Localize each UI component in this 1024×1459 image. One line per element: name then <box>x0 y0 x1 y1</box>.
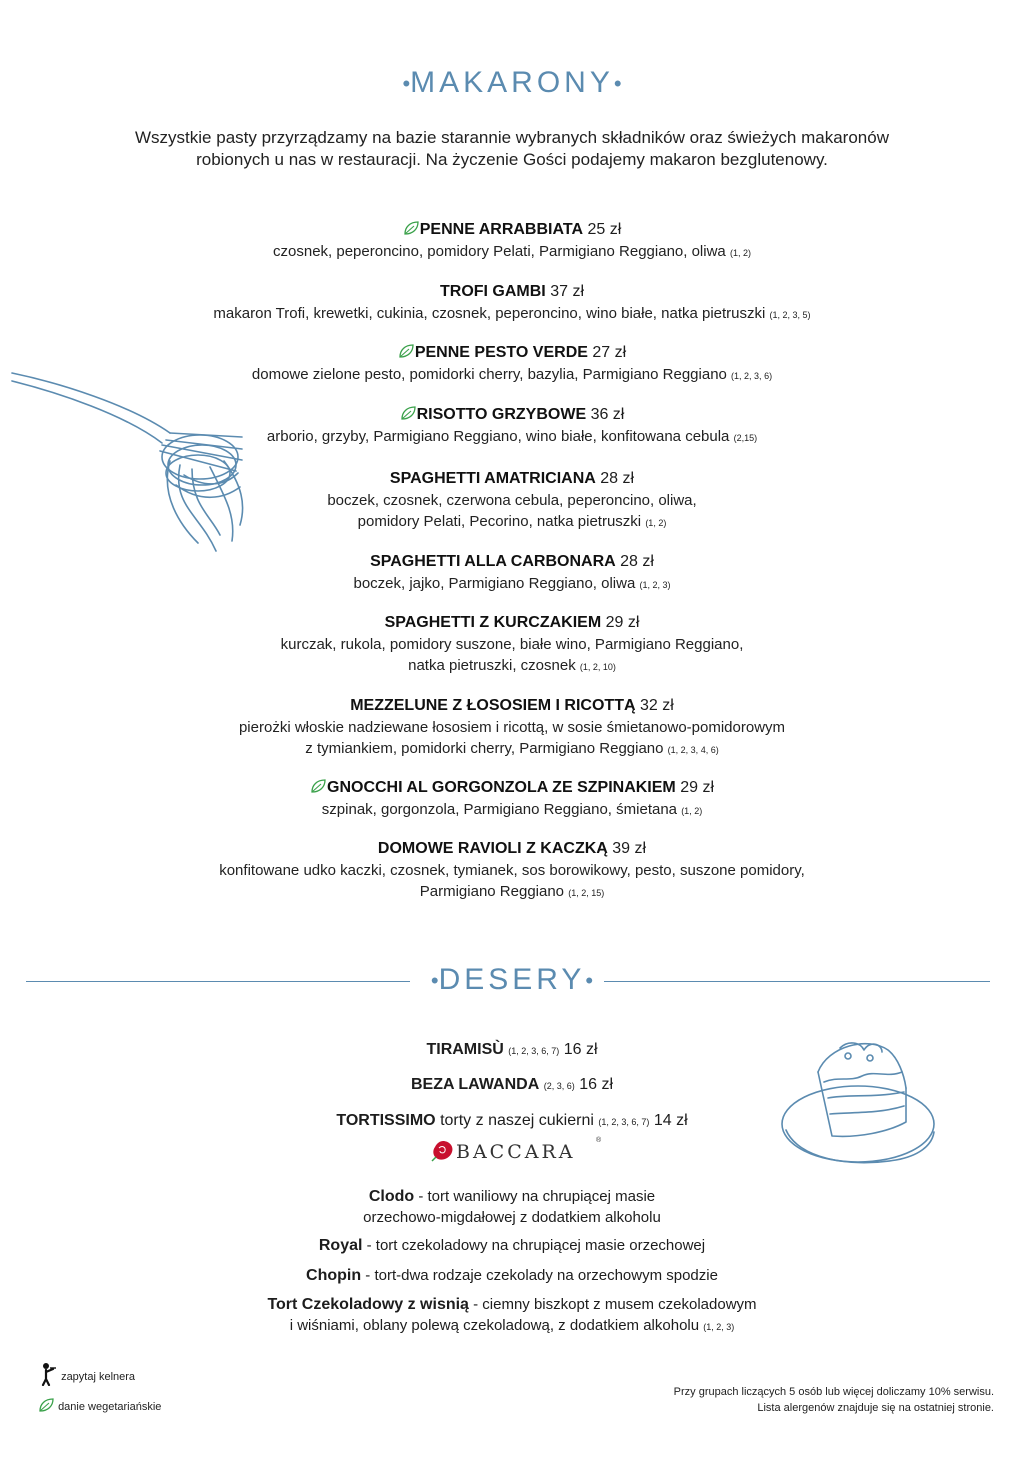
waiter-icon <box>38 1362 58 1386</box>
legend-waiter: zapytaj kelnera <box>38 1362 135 1386</box>
legend-vegetarian: danie wegetariańskie <box>38 1397 161 1413</box>
menu-item: SPAGHETTI Z KURCZAKIEM 29 zł kurczak, rukola, pomidory suszone, białe wino, Parmigiano Reggiano, natka pietruszki, czosnek (1, 2, 10) <box>280 614 744 674</box>
cake-item: Tort Czekoladowy z wisnią - ciemny biszkopt z musem czekoladowym i wiśniami, oblany polewą czekoladową, z dodatkiem alkoholu (1, 2, 3) <box>267 1296 757 1334</box>
menu-item: DOMOWE RAVIOLI Z KACZKĄ 39 zł konfitowane udko kaczki, czosnek, tymianek, sos borowikowy, pesto, suszone pomidory, Parmigiano Reggiano (1, 2, 15) <box>219 840 805 900</box>
vegetarian-leaf-icon <box>400 406 416 420</box>
menu-item: RISOTTO GRZYBOWE 36 zł arborio, grzyby, Parmigiano Reggiano, wino białe, konfitowana cebula (2,15) <box>266 406 758 445</box>
dessert-item-beza: BEZA LAWANDA (2, 3, 6) 16 zł <box>410 1076 613 1093</box>
menu-item: PENNE ARRABBIATA 25 zł czosnek, peperoncino, pomidory Pelati, Parmigiano Reggiano, oliwa (1, 2) <box>273 221 751 260</box>
dessert-item-tortissimo: TORTISSIMO torty z naszej cukierni (1, 2, 3, 6, 7) 14 zł <box>336 1112 688 1129</box>
menu-item: PENNE PESTO VERDE 27 zł domowe zielone pesto, pomidorki cherry, bazylia, Parmigiano Reggiano (1, 2, 3, 6) <box>251 344 773 383</box>
cake-item: Royal - tort czekoladowy na chrupiącej masie orzechowej <box>318 1237 706 1254</box>
dessert-item-tiramisu: TIRAMISÙ (1, 2, 3, 6, 7) 16 zł <box>426 1041 598 1058</box>
cake-item: Clodo - tort waniliowy na chrupiącej masie orzechowo-migdałowej z dodatkiem alkoholu <box>363 1188 661 1226</box>
desserts-section-title: •DESERY• <box>430 963 594 996</box>
menu-item: SPAGHETTI ALLA CARBONARA 28 zł boczek, jajko, Parmigiano Reggiano, oliwa (1, 2, 3) <box>353 553 671 592</box>
vegetarian-leaf-icon <box>403 221 419 235</box>
menu-item: GNOCCHI AL GORGONZOLA ZE SZPINAKIEM 29 zł szpinak, gorgonzola, Parmigiano Reggiano, śmietana (1, 2) <box>0 777 1024 822</box>
vegetarian-leaf-icon <box>38 1397 54 1413</box>
service-notes: Przy grupach liczących 5 osób lub więcej doliczamy 10% serwisu. Lista alergenów znajduje się na ostatniej stronie. <box>673 1386 994 1414</box>
cake-item: Chopin - tort-dwa rodzaje czekolady na orzechowym spodzie <box>306 1267 718 1284</box>
pasta-intro: Wszystkie pasty przyrządzamy na bazie starannie wybranych składników oraz świeżych makaronów robionych u nas w restauracji. Na życzenie Gości podajemy makaron bezglutenowy. <box>135 128 889 169</box>
rose-icon <box>430 1139 456 1163</box>
vegetarian-leaf-icon <box>398 344 414 358</box>
menu-item: TROFI GAMBI 37 zł makaron Trofi, krewetki, cukinia, czosnek, peperoncino, wino białe, natka pietruszki (1, 2, 3, 5) <box>213 283 811 322</box>
brand-name: BACCARA <box>456 1141 576 1163</box>
menu-item: SPAGHETTI AMATRICIANA 28 zł boczek, czosnek, czerwona cebula, peperoncino, oliwa, pomidory Pelati, Pecorino, natka pietruszki (1, 2) <box>327 470 697 530</box>
baccara-logo <box>430 1137 600 1167</box>
registered-mark: ® <box>596 1137 602 1144</box>
menu-item: MEZZELUNE Z ŁOSOSIEM I RICOTTĄ 32 zł pierożki włoskie nadziewane łososiem i ricottą, w sosie śmietanowo-pomidorowym z tymiankiem, pomidorki cherry, Parmigiano Reggiano (1, 2, 3, 4, 6) <box>238 697 786 757</box>
vegetarian-leaf-icon <box>310 779 326 793</box>
pasta-section-title: •MAKARONY• <box>402 66 622 99</box>
